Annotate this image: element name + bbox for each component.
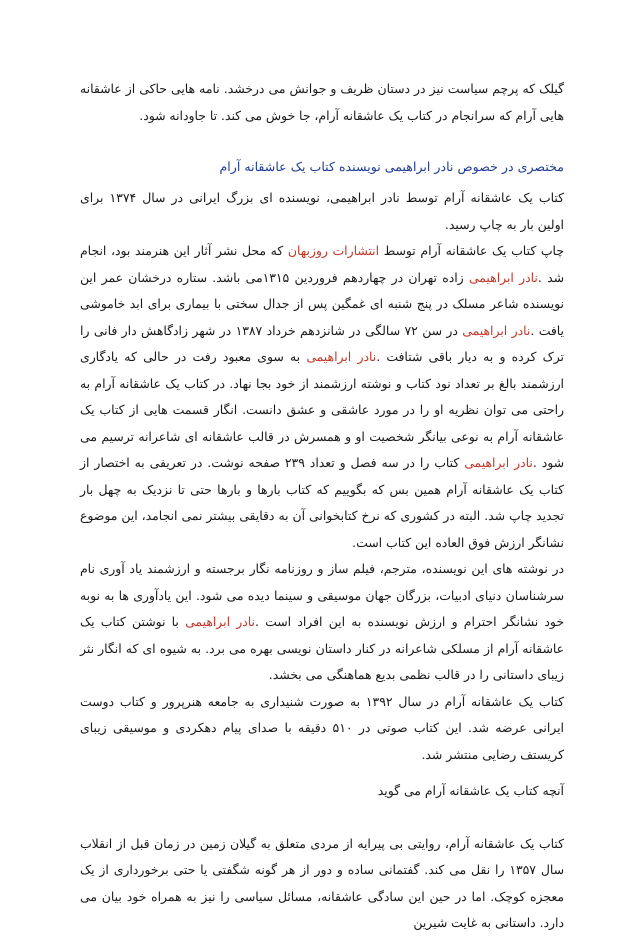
heading-author-name: نادر ابراهیمی: [384, 159, 454, 174]
bio-text-6: کتاب را در سه فصل و تعداد ۲۳۹ صفحه نوشت. در تعریفی به اختصار از کتاب یک عاشقانه آرام همین بس که بگوییم که کتاب بارها و بارها حتی تا نزدیک به چهل بار تجدید چاپ شد. البته در کشوری که نرخ کتابخوانی آن به دقایقی بیشتر نمی انجامد، این موضوع نشانگر ارزش فوق العاده این کتاب است.: [80, 455, 564, 550]
author-name: نادر ابراهیمی: [468, 269, 538, 285]
bio-text-3: زاده تهران در چهاردهم فروردین ۱۳۱۵می باشد. ستاره درخشان عمر این نویسنده شاعر مسلک در پنج شنبه ای غمگین پس از جدال سختی با بیماری برای ابد خاموشی یافت .: [80, 269, 565, 338]
subheading-text: آنچه کتاب یک عاشقانه آرام می گوید: [377, 783, 564, 798]
document-body: [80, 76, 564, 937]
legacy-paragraph: [80, 556, 564, 689]
author-name: نادر ابراهیمی: [306, 349, 377, 364]
bio-text-5: به سوی معبود رفت در حالی که یادگاری ارزشمند بالغ بر تعداد نود کتاب و نوشته ارزشمند از خود بجا نهاد. در کتاب یک عاشقانه آرام به راحتی می توان نظریه او را در مورد عاشقی و عشق دانست. انگار قسمت هایی از کتاب یک عاشقانه آرام به نوعی بیانگر شخصیت او و همسرش در قالب عاشقانه ای شاعرانه ترسیم می شود .: [80, 349, 564, 470]
story-paragraph: [80, 831, 564, 937]
legacy-text-2: با نوشتن کتاب یک عاشقانه آرام از مسلکی شاعرانه در کنار داستان نویسی بهره می برد. به شیوه ای که انگار نثر زیبای داستانی را در قالب نظمی بدیع هماهنگی می بخشد.: [80, 614, 564, 682]
intro-paragraph: [80, 76, 564, 129]
audiobook-text: کتاب یک عاشقانه آرام در سال ۱۳۹۲ به صورت شنیداری به جامعه هنرپرور و کتاب دوست ایرانی عرضه شد. این کتاب صوتی در ۵۱۰ دقیقه با صدای پیام دهکردی و موسیقی زیبای کریستف رضایی منتشر شد.: [80, 693, 564, 762]
author-name: نادر ابراهیمی: [464, 455, 533, 470]
bio-text-1: چاپ کتاب یک عاشقانه آرام توسط: [379, 243, 564, 258]
audiobook-paragraph: [80, 689, 564, 769]
section-heading: [80, 155, 564, 179]
intro-text: گیلک که پرچم سیاست نیز در دستان ظریف و جوانش می درخشد. نامه هایی حاکی از عاشقانه هایی آرام که سرانجام در کتاب یک عاشقانه آرام، جا خوش می کند. تا جاودانه شود.: [80, 81, 564, 123]
spacer: [80, 768, 564, 778]
publication-text: کتاب یک عاشقانه آرام توسط نادر ابراهیمی، نویسنده ای بزرگ ایرانی در سال ۱۳۷۴ برای اولین بار به چاپ رسید.: [80, 190, 564, 232]
spacer: [80, 129, 564, 139]
bio-text-2: که محل نشر آثار این هنرمند بود، انجام شد .: [80, 243, 564, 285]
legacy-text-1: در نوشته های این نویسنده، مترجم، فیلم ساز و روزنامه نگار برجسته و ارزشمند یاد آوری نام سرشناسان دنیای ادبیات، بزرگان جهان موسیقی و سینما دیده می شود. این یادآوری ها به نوبه خود نشانگر احترام و ارزش نویسنده به این افراد است .: [80, 561, 564, 629]
story-text: کتاب یک عاشقانه آرام، روایتی بی پیرایه از مردی متعلق به گیلان زمین در زمان قبل از انقلاب سال ۱۳۵۷ را نقل می کند. گفتمانی ساده و دور از هر گونه شگفتی یا حتی برخورداری از یک معجزه کوچک. اما در حین این سادگی عاشقانه، مسائل سیاسی را نیز به همراه خود بیان می دارد. داستانی به غایت شیرین: [80, 835, 564, 930]
biography-paragraph: [80, 238, 564, 556]
author-name: نادر ابراهیمی: [185, 614, 255, 629]
publisher-name: انتشارات روزبهان: [287, 243, 380, 258]
subheading: [80, 778, 564, 805]
publication-paragraph: [80, 185, 564, 238]
heading-text-start: مختصری در خصوص: [453, 159, 564, 174]
spacer: [80, 805, 564, 831]
bio-text-4: در سن ۷۲ سالگی در شانزدهم خرداد ۱۳۸۷ در شهر زادگاهش دار فانی را ترک کرده و به دیار باقی شتافت .: [80, 322, 564, 364]
heading-text-end: نویسنده کتاب یک عاشقانه آرام: [219, 159, 385, 174]
author-name: نادر ابراهیمی: [462, 322, 531, 338]
